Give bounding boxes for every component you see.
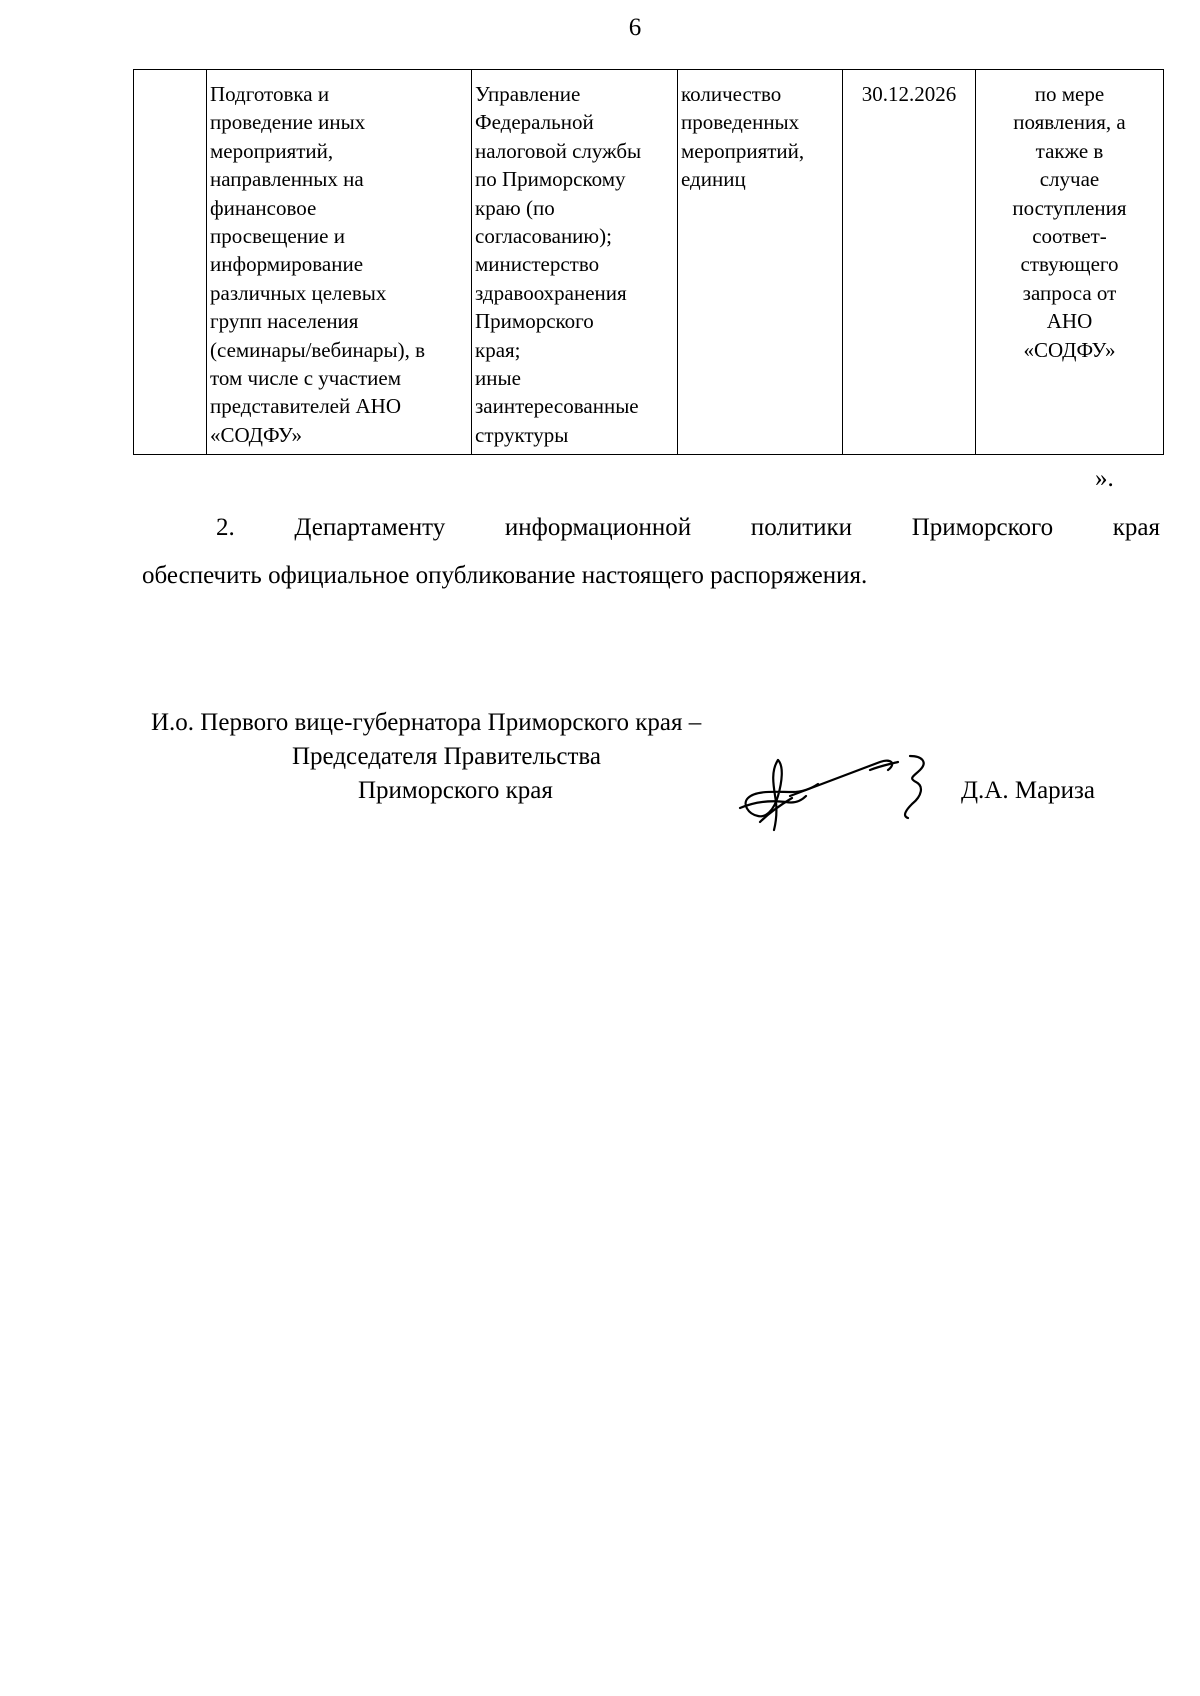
page-number: 6: [628, 14, 642, 41]
paragraph-2: [142, 504, 1160, 600]
cell-number: [134, 70, 207, 455]
table-row: [134, 70, 1164, 455]
cell-responsible: Управление Федеральной налоговой службы по Приморскому краю (по согласованию); министерство здравоохранения Приморского края; иные заинтересованные структуры: [472, 70, 678, 455]
plan-table: [133, 69, 1164, 455]
signer-name: Д.А. Мариза: [961, 777, 1096, 804]
cell-indicator: количество проведенных мероприятий, единиц: [678, 70, 843, 455]
closing-quote: ».: [1095, 465, 1114, 492]
cell-activity: Подготовка и проведение иных мероприятий, направленных на финансовое просвещение и информирование различных целевых групп населения (семинары/вебинары), в том числе с участием представителей АНО «СОДФУ»: [207, 70, 472, 455]
signer-title-line-2: Председателя Правительства: [292, 743, 601, 770]
signer-title-line-3: Приморского края: [358, 777, 553, 804]
paragraph-line-2: обеспечить официальное опубликование настоящего распоряжения.: [142, 562, 868, 589]
paragraph-line-1: 2. Департаменту информационной политики Приморского края: [216, 514, 1160, 541]
handwritten-signature-icon: [730, 752, 950, 832]
signer-title-line-1: И.о. Первого вице-губернатора Приморского края –: [151, 709, 702, 736]
cell-deadline: 30.12.2026: [843, 70, 976, 455]
cell-frequency: по мере появления, а также в случае поступления соответ- ствующего запроса от АНО «СОДФУ»: [976, 70, 1164, 455]
